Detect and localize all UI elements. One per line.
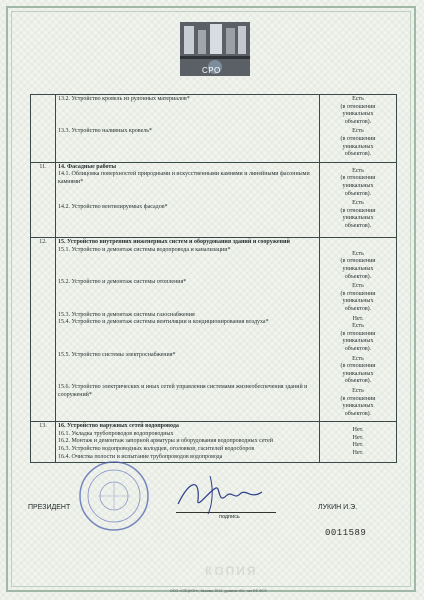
status-block xyxy=(322,435,394,443)
status-block xyxy=(322,128,394,160)
status-line: объектов). xyxy=(344,190,372,197)
status-line: (в отношении xyxy=(340,330,376,337)
status-line: (в отношении xyxy=(340,207,376,214)
work-item: 14.1. Облицовка поверхностей природными и искусственными камнями и линейными фасонными камнями* xyxy=(58,171,310,185)
status-line: объектов). xyxy=(344,151,372,158)
row-number: 11. xyxy=(31,162,56,237)
status-line: уникальных xyxy=(342,403,374,410)
signature-caption: подпись xyxy=(219,514,240,520)
status-line: Есть xyxy=(352,167,364,174)
watermark-text: КОПИЯ xyxy=(205,564,258,578)
status-line: Есть xyxy=(352,323,364,330)
emblem-label: СРО xyxy=(202,66,221,75)
status-line: Есть xyxy=(352,355,364,362)
signatory-name: ЛУКИН И.Э. xyxy=(318,504,358,511)
work-item: 16.4. Очистка полости и испытание трубопроводов водопровода xyxy=(58,453,223,460)
status-block xyxy=(322,442,394,450)
work-description-cell xyxy=(56,238,320,422)
status-line: уникальных xyxy=(342,298,374,305)
status-block xyxy=(322,251,394,283)
status-line: объектов). xyxy=(344,378,372,385)
status-line: объектов). xyxy=(344,305,372,312)
status-line: уникальных xyxy=(342,265,374,272)
work-item: 16.2. Монтаж и демонтаж запорной арматуры и оборудования водопроводных сетей xyxy=(58,438,273,445)
status-line: объектов). xyxy=(344,273,372,280)
status-block xyxy=(322,168,394,200)
status-line: уникальных xyxy=(342,215,374,222)
status-line: Есть xyxy=(352,96,364,102)
permit-table xyxy=(30,94,397,463)
work-item: 13.2. Устройство кровель из рулонных материалов* xyxy=(58,96,190,102)
work-item: 15.1. Устройство и демонтаж системы водопровода и канализации* xyxy=(58,246,231,253)
signature-line xyxy=(176,512,276,513)
printer-footer: ООО «ОПЦИОН», Москва, 2010, уровень «В», тип ЕФ ФСЭ xyxy=(170,589,267,593)
status-line: (в отношении xyxy=(340,175,376,182)
work-item: 13.3. Устройство наливных кровель* xyxy=(58,128,152,135)
status-line: (в отношении xyxy=(340,135,376,142)
work-item: 16.3. Устройство водопроводных колодцев, оголовков, гасителей водосборов xyxy=(58,446,255,453)
status-line: Есть xyxy=(352,128,364,135)
status-line: (в отношении xyxy=(340,258,376,265)
serial-number: 0011589 xyxy=(325,528,367,538)
status-line: Нет. xyxy=(352,442,364,449)
row-number: 13. xyxy=(31,422,56,463)
row-number: 12. xyxy=(31,238,56,422)
table-row xyxy=(31,238,397,422)
status-line: (в отношении xyxy=(340,290,376,297)
status-line: уникальных xyxy=(342,338,374,345)
work-item: 15.2. Устройство и демонтаж системы отопления* xyxy=(58,279,187,286)
status-block xyxy=(322,283,394,315)
permission-status-cell xyxy=(320,422,397,463)
status-line: (в отношении xyxy=(340,395,376,402)
signatory-role: ПРЕЗИДЕНТ xyxy=(28,504,71,511)
work-item: 15.3. Устройство и демонтаж системы газоснабжения xyxy=(58,311,195,318)
status-line: (в отношении xyxy=(340,103,376,110)
table-row xyxy=(31,95,397,163)
work-group-heading: 14. Фасадные работы xyxy=(58,163,117,170)
status-line: объектов). xyxy=(344,345,372,352)
status-line: Нет. xyxy=(352,434,364,441)
work-item: 16.1. Укладка трубопроводов водопроводных xyxy=(58,430,174,437)
table-row xyxy=(31,422,397,463)
status-line: (в отношении xyxy=(340,363,376,370)
work-group-heading: 15. Устройство внутренних инженерных систем и оборудования зданий и сооружений xyxy=(58,239,290,246)
status-line: объектов). xyxy=(344,222,372,229)
work-group-heading: 16. Устройство наружных сетей водопровода xyxy=(58,423,179,430)
status-block xyxy=(322,388,394,420)
work-item: 15.4. Устройство и демонтаж системы вентиляции и кондиционирования воздуха* xyxy=(58,319,269,326)
status-line: Есть xyxy=(352,250,364,257)
status-line: Нет. xyxy=(352,427,364,434)
status-block xyxy=(322,356,394,388)
handwritten-signature xyxy=(170,470,270,515)
work-description-cell xyxy=(56,422,320,463)
permission-status-cell xyxy=(320,238,397,422)
status-line: уникальных xyxy=(342,111,374,118)
status-block xyxy=(322,96,394,128)
status-line: объектов). xyxy=(344,118,372,125)
status-block xyxy=(322,323,394,355)
table-row xyxy=(31,162,397,237)
permission-status-cell xyxy=(320,162,397,237)
status-line: уникальных xyxy=(342,182,374,189)
work-item: 15.5. Устройство системы электроснабжения* xyxy=(58,351,176,358)
status-block xyxy=(322,450,394,458)
work-description-cell xyxy=(56,95,320,163)
status-block xyxy=(322,316,394,324)
permission-status-cell xyxy=(320,95,397,163)
status-block xyxy=(322,200,394,232)
round-seal xyxy=(78,460,150,532)
work-item: 14.2. Устройство вентилируемых фасадов* xyxy=(58,203,168,210)
row-number xyxy=(31,95,56,163)
status-line: объектов). xyxy=(344,410,372,417)
status-line: уникальных xyxy=(342,370,374,377)
status-line: Есть xyxy=(352,387,364,394)
work-description-cell xyxy=(56,162,320,237)
status-line: Есть xyxy=(352,283,364,290)
status-block xyxy=(322,427,394,435)
status-line: Нет. xyxy=(352,315,364,322)
work-item: 15.6. Устройство электрических и иных сетей управления системами жизнеобеспечения зданий и сооружений* xyxy=(58,383,308,398)
heading-spacer xyxy=(322,243,394,251)
status-line: уникальных xyxy=(342,143,374,150)
status-line: Есть xyxy=(352,200,364,207)
status-line: Нет. xyxy=(352,450,364,457)
